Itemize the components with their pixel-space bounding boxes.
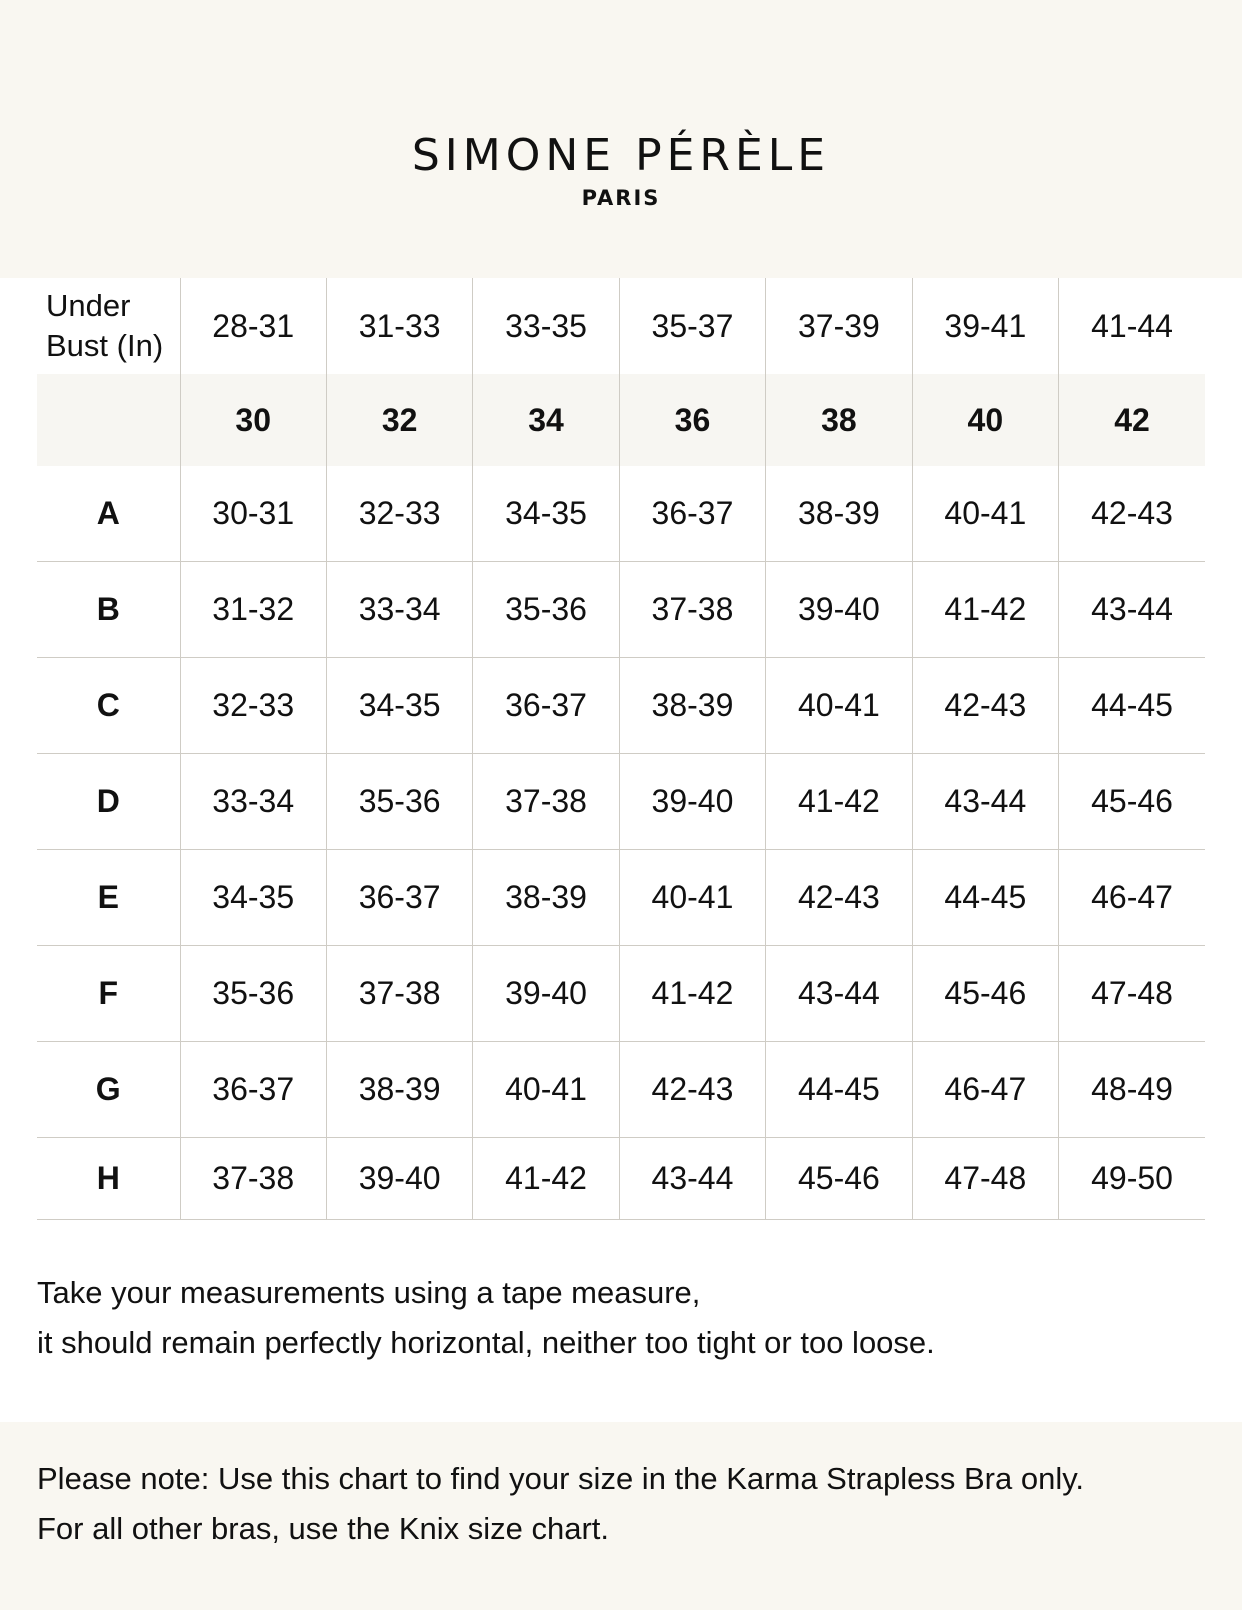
bust-range-cell: 43-44 bbox=[766, 946, 912, 1042]
bust-range-cell: 44-45 bbox=[1059, 658, 1205, 754]
cup-row-h bbox=[37, 1138, 1205, 1220]
bust-range-cell: 37-38 bbox=[619, 562, 765, 658]
under-bust-range: 28-31 bbox=[180, 278, 326, 374]
bust-range-cell: 35-36 bbox=[473, 562, 619, 658]
bust-range-cell: 39-40 bbox=[766, 562, 912, 658]
bust-range-cell: 40-41 bbox=[619, 850, 765, 946]
band-size: 34 bbox=[473, 374, 619, 466]
bust-range-cell: 44-45 bbox=[766, 1042, 912, 1138]
brand-subtitle: PARIS bbox=[581, 186, 661, 210]
bust-range-cell: 38-39 bbox=[326, 1042, 472, 1138]
under-bust-range: 31-33 bbox=[326, 278, 472, 374]
bust-range-cell: 37-38 bbox=[180, 1138, 326, 1220]
bust-range-cell: 38-39 bbox=[766, 466, 912, 562]
bust-range-cell: 39-40 bbox=[326, 1138, 472, 1220]
bust-range-cell: 33-34 bbox=[326, 562, 472, 658]
under-bust-range: 41-44 bbox=[1059, 278, 1205, 374]
cup-row-b bbox=[37, 562, 1205, 658]
bust-range-cell: 40-41 bbox=[912, 466, 1058, 562]
under-bust-range: 33-35 bbox=[473, 278, 619, 374]
cup-row-f bbox=[37, 946, 1205, 1042]
bust-range-cell: 31-32 bbox=[180, 562, 326, 658]
bust-range-cell: 46-47 bbox=[1059, 850, 1205, 946]
bust-range-cell: 36-37 bbox=[619, 466, 765, 562]
bust-range-cell: 40-41 bbox=[766, 658, 912, 754]
band-size-row bbox=[37, 374, 1205, 466]
cup-label: B bbox=[37, 562, 180, 658]
bust-range-cell: 34-35 bbox=[473, 466, 619, 562]
bust-range-cell: 45-46 bbox=[912, 946, 1058, 1042]
band-size: 38 bbox=[766, 374, 912, 466]
bust-range-cell: 40-41 bbox=[473, 1042, 619, 1138]
bust-range-cell: 34-35 bbox=[326, 658, 472, 754]
band-size: 40 bbox=[912, 374, 1058, 466]
measurement-instructions-line: Take your measurements using a tape measure, bbox=[37, 1275, 701, 1310]
bust-range-cell: 47-48 bbox=[1059, 946, 1205, 1042]
bust-range-cell: 33-34 bbox=[180, 754, 326, 850]
bust-range-cell: 41-42 bbox=[766, 754, 912, 850]
cup-row-g bbox=[37, 1042, 1205, 1138]
bust-range-cell: 45-46 bbox=[1059, 754, 1205, 850]
bust-range-cell: 37-38 bbox=[326, 946, 472, 1042]
bust-range-cell: 38-39 bbox=[619, 658, 765, 754]
cup-row-e bbox=[37, 850, 1205, 946]
footer-note-line: Please note: Use this chart to find your size in the Karma Strapless Bra only. bbox=[37, 1461, 1085, 1496]
cup-label: F bbox=[37, 946, 180, 1042]
under-bust-range: 39-41 bbox=[912, 278, 1058, 374]
band-size: 32 bbox=[326, 374, 472, 466]
bust-range-cell: 46-47 bbox=[912, 1042, 1058, 1138]
bust-range-cell: 32-33 bbox=[180, 658, 326, 754]
bust-range-cell: 39-40 bbox=[473, 946, 619, 1042]
bust-range-cell: 36-37 bbox=[473, 658, 619, 754]
bust-range-cell: 30-31 bbox=[180, 466, 326, 562]
bust-range-cell: 42-43 bbox=[766, 850, 912, 946]
bust-range-cell: 39-40 bbox=[619, 754, 765, 850]
footer-note-line: For all other bras, use the Knix size chart. bbox=[37, 1511, 610, 1546]
bust-range-cell: 37-38 bbox=[473, 754, 619, 850]
bust-range-cell: 42-43 bbox=[912, 658, 1058, 754]
band-size: 30 bbox=[180, 374, 326, 466]
under-bust-label: Under Bust (In) bbox=[46, 288, 164, 363]
under-bust-range: 35-37 bbox=[619, 278, 765, 374]
bust-range-cell: 42-43 bbox=[1059, 466, 1205, 562]
cup-label: C bbox=[37, 658, 180, 754]
bust-range-cell: 44-45 bbox=[912, 850, 1058, 946]
bust-range-cell: 35-36 bbox=[180, 946, 326, 1042]
bust-range-cell: 49-50 bbox=[1059, 1138, 1205, 1220]
bust-range-cell: 35-36 bbox=[326, 754, 472, 850]
measurement-instructions-line: it should remain perfectly horizontal, neither too tight or too loose. bbox=[37, 1325, 935, 1360]
bust-range-cell: 36-37 bbox=[326, 850, 472, 946]
brand-logo: SIMONE PÉRÈLE bbox=[411, 130, 831, 181]
bust-range-cell: 43-44 bbox=[619, 1138, 765, 1220]
bust-range-cell: 47-48 bbox=[912, 1138, 1058, 1220]
footer-note bbox=[37, 1454, 1084, 1554]
cup-row-d bbox=[37, 754, 1205, 850]
bust-range-cell: 36-37 bbox=[180, 1042, 326, 1138]
bust-range-cell: 38-39 bbox=[473, 850, 619, 946]
bust-range-cell: 32-33 bbox=[326, 466, 472, 562]
under-bust-range: 37-39 bbox=[766, 278, 912, 374]
bust-range-cell: 43-44 bbox=[912, 754, 1058, 850]
bust-range-cell: 41-42 bbox=[912, 562, 1058, 658]
cup-row-c bbox=[37, 658, 1205, 754]
cup-row-a bbox=[37, 466, 1205, 562]
bust-range-cell: 48-49 bbox=[1059, 1042, 1205, 1138]
cup-label: A bbox=[37, 466, 180, 562]
bust-range-cell: 34-35 bbox=[180, 850, 326, 946]
bust-range-cell: 42-43 bbox=[619, 1042, 765, 1138]
bust-range-cell: 41-42 bbox=[473, 1138, 619, 1220]
bust-range-cell: 41-42 bbox=[619, 946, 765, 1042]
brand-header bbox=[0, 0, 1242, 278]
cup-label: H bbox=[37, 1138, 180, 1220]
bust-range-cell: 45-46 bbox=[766, 1138, 912, 1220]
cup-label: G bbox=[37, 1042, 180, 1138]
cup-label: E bbox=[37, 850, 180, 946]
under-bust-row bbox=[37, 278, 1205, 374]
band-size-corner bbox=[37, 374, 180, 466]
size-chart-table bbox=[37, 278, 1205, 1220]
cup-label: D bbox=[37, 754, 180, 850]
measurement-instructions bbox=[37, 1268, 935, 1368]
band-size: 42 bbox=[1059, 374, 1205, 466]
bust-range-cell: 43-44 bbox=[1059, 562, 1205, 658]
band-size: 36 bbox=[619, 374, 765, 466]
